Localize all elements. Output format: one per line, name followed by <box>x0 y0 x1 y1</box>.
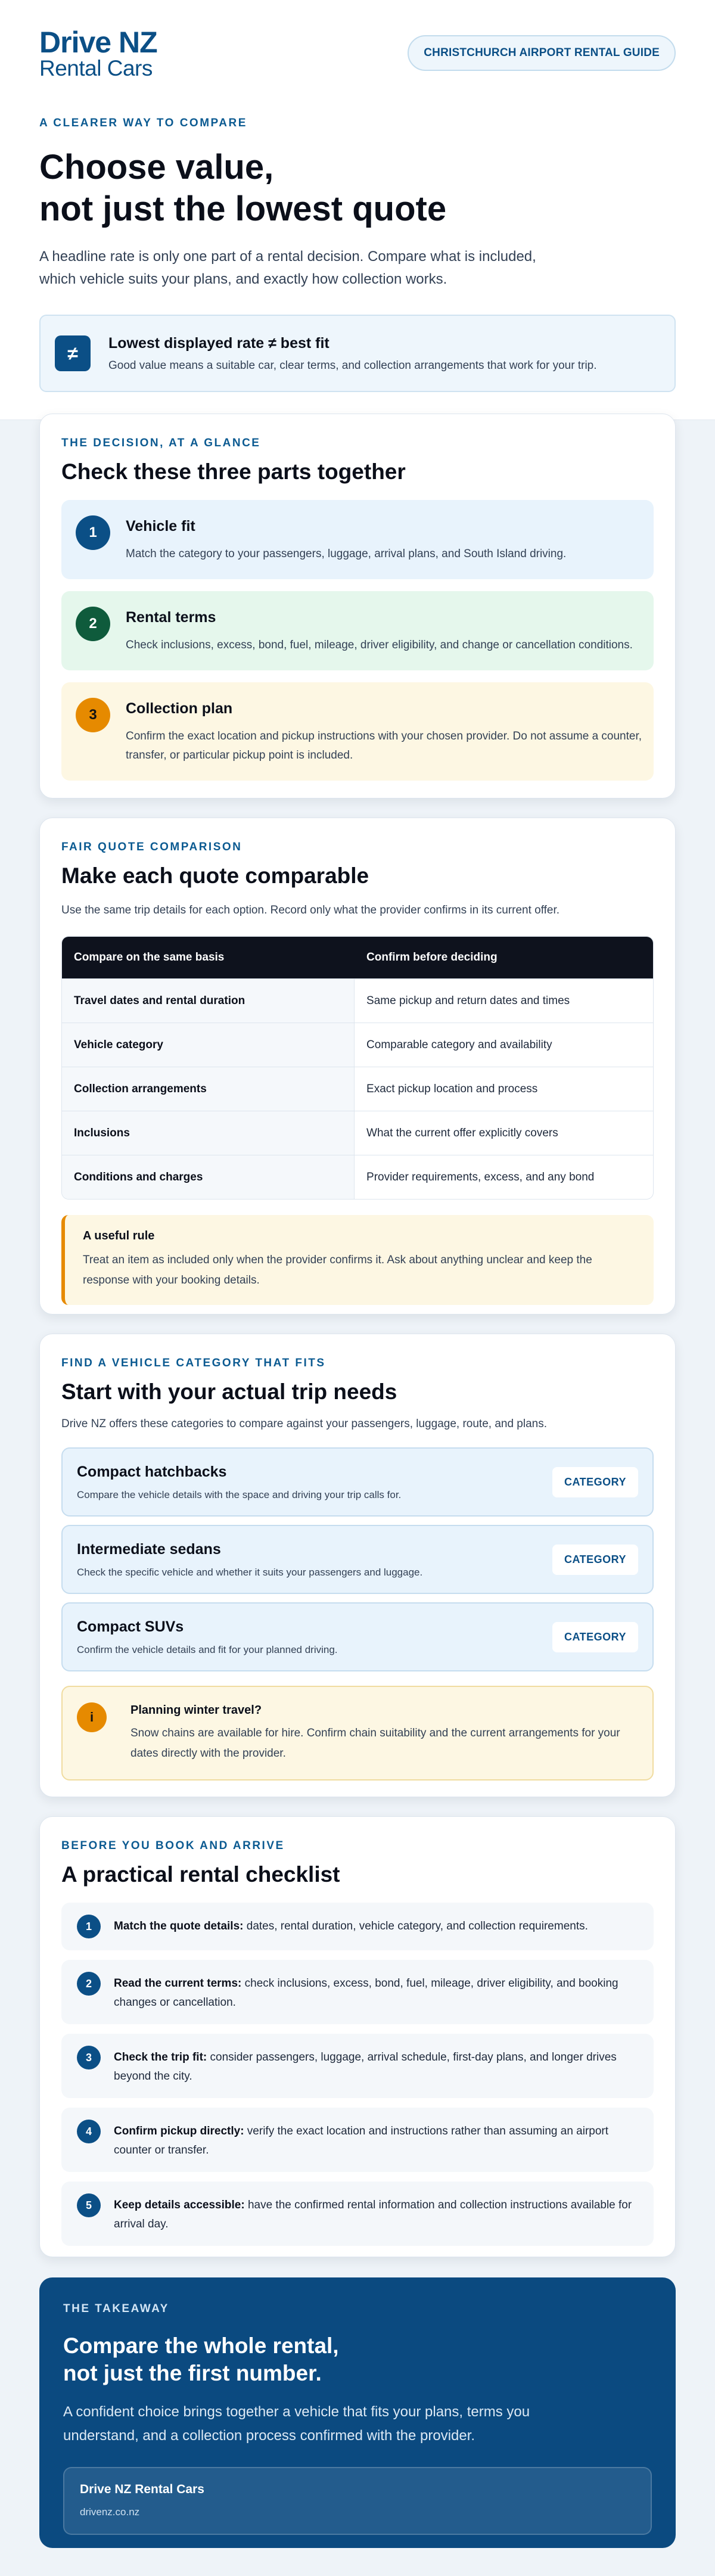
decision-title: Check these three parts together <box>61 459 406 484</box>
category-button[interactable]: CATEGORY <box>552 1622 638 1652</box>
step-number: 3 <box>76 698 110 732</box>
table-row <box>62 1067 653 1111</box>
table-cell-confirm: Same pickup and return dates and times <box>355 978 653 1023</box>
checklist-lead: Check the trip fit: <box>114 2051 207 2064</box>
checklist-lead: Read the current terms: <box>114 1977 242 1990</box>
step-collection-plan <box>61 682 654 781</box>
step-body: Match the category to your passengers, luggage, arrival plans, and South Island driving. <box>126 548 567 560</box>
category-intermediate-sedans[interactable] <box>61 1525 654 1594</box>
top-bar <box>39 24 676 82</box>
category-button[interactable]: CATEGORY <box>552 1545 638 1575</box>
hero-eyebrow: A CLEARER WAY TO COMPARE <box>39 117 247 129</box>
info-icon: i <box>77 1702 107 1732</box>
category-body: Compare the vehicle details with the space and driving your trip calls for. <box>77 1489 402 1500</box>
checklist-title: A practical rental checklist <box>61 1862 340 1887</box>
checklist-number: 1 <box>77 1915 101 1938</box>
table-cell-basis: Collection arrangements <box>62 1067 355 1111</box>
takeaway-title-line1: Compare the whole rental, <box>63 2333 339 2358</box>
step-title: Rental terms <box>126 609 216 626</box>
table-row <box>62 1111 653 1155</box>
takeaway-title-line2: not just the first number. <box>63 2361 322 2385</box>
checklist-card <box>39 1816 676 2257</box>
hero-title <box>39 147 676 230</box>
table-cell-basis: Inclusions <box>62 1111 355 1155</box>
checklist-number: 5 <box>77 2193 101 2217</box>
compare-eyebrow: FAIR QUOTE COMPARISON <box>61 841 243 853</box>
checklist-number: 3 <box>77 2046 101 2069</box>
brand-url[interactable]: drivenz.co.nz <box>80 2506 140 2518</box>
categories-title: Start with your actual trip needs <box>61 1379 397 1404</box>
decision-card <box>39 414 676 798</box>
checklist-lead: Confirm pickup directly: <box>114 2125 244 2137</box>
step-number: 2 <box>76 607 110 641</box>
checklist-number: 2 <box>77 1972 101 1996</box>
table-cell-basis: Conditions and charges <box>62 1155 355 1199</box>
step-vehicle-fit <box>61 500 654 579</box>
checklist-item <box>61 2182 654 2246</box>
table-row <box>62 978 653 1023</box>
rule-body: Treat an item as included only when the provider confirms it. Ask about anything unclear and keep the response with your booking details. <box>83 1254 592 1287</box>
guide-pill: CHRISTCHURCH AIRPORT RENTAL GUIDE <box>408 35 676 71</box>
checklist-item <box>61 1960 654 2024</box>
checklist-lead: Match the quote details: <box>114 1920 244 1932</box>
hero-copy: A headline rate is only one part of a rental decision. Compare what is included, which vehicle suits your plans, and exactly how collection works. <box>39 248 536 287</box>
hero-section <box>0 0 715 420</box>
table-cell-basis: Travel dates and rental duration <box>62 978 355 1023</box>
category-body: Check the specific vehicle and whether it suits your passengers and luggage. <box>77 1566 423 1578</box>
winter-travel-note <box>61 1686 654 1780</box>
step-number: 1 <box>76 515 110 550</box>
winter-body: Snow chains are available for hire. Confirm chain suitability and the current arrangements for your dates directly with the provider. <box>130 1727 620 1760</box>
category-title: Intermediate sedans <box>77 1540 221 1558</box>
table-cell-confirm: Provider requirements, excess, and any bond <box>355 1155 653 1199</box>
callout-body: Good value means a suitable car, clear terms, and collection arrangements that work for your trip. <box>108 359 597 372</box>
compare-sub: Use the same trip details for each option. Record only what the provider confirms in its current offer. <box>61 904 560 916</box>
category-list <box>61 1447 654 1671</box>
checklist-item <box>61 2108 654 2172</box>
category-compact-hatchbacks[interactable] <box>61 1447 654 1517</box>
categories-card <box>39 1334 676 1797</box>
table-header: Confirm before deciding <box>355 937 653 978</box>
brand-box <box>63 2467 652 2535</box>
category-title: Compact SUVs <box>77 1618 184 1635</box>
checklist-item <box>61 2034 654 2098</box>
step-body: Check inclusions, excess, bond, fuel, mileage, driver eligibility, and change or cancellation conditions. <box>126 639 633 651</box>
checklist-text: verify the exact location and instructions rather than assuming an airport counter or transfer. <box>114 2125 609 2156</box>
callout-title: Lowest displayed rate ≠ best fit <box>108 334 329 352</box>
categories-sub: Drive NZ offers these categories to compare against your passengers, luggage, route, and plans. <box>61 1418 547 1430</box>
category-button[interactable]: CATEGORY <box>552 1467 638 1497</box>
logo[interactable] <box>39 27 157 79</box>
checklist-text: have the confirmed rental information and collection instructions available for arrival day. <box>114 2199 632 2230</box>
checklist-text: check inclusions, excess, bond, fuel, mileage, driver eligibility, and booking changes or cancellation. <box>114 1977 618 2009</box>
categories-eyebrow: FIND A VEHICLE CATEGORY THAT FITS <box>61 1357 326 1369</box>
takeaway-body: A confident choice brings together a vehicle that fits your plans, terms you understand, and a collection process confirmed with the provider. <box>63 2404 530 2444</box>
category-body: Confirm the vehicle details and fit for your planned driving. <box>77 1643 338 1655</box>
step-title: Collection plan <box>126 700 233 717</box>
checklist-text: dates, rental duration, vehicle category, and collection requirements. <box>243 1920 588 1932</box>
step-title: Vehicle fit <box>126 518 195 535</box>
takeaway-title <box>63 2332 652 2387</box>
takeaway-eyebrow: THE TAKEAWAY <box>63 2302 169 2315</box>
useful-rule <box>61 1215 654 1305</box>
table-cell-confirm: What the current offer explicitly covers <box>355 1111 653 1155</box>
rule-title: A useful rule <box>83 1229 155 1242</box>
table-header-row <box>62 937 653 978</box>
checklist-item <box>61 1903 654 1950</box>
brand-name: Drive NZ Rental Cars <box>80 2482 204 2496</box>
table-row <box>62 1023 653 1067</box>
compare-table <box>61 936 654 1200</box>
hero-callout <box>39 315 676 392</box>
checklist-text: consider passengers, luggage, arrival schedule, first-day plans, and longer drives beyond the city. <box>114 2051 617 2083</box>
table-cell-confirm: Comparable category and availability <box>355 1023 653 1067</box>
checklist-lead: Keep details accessible: <box>114 2199 245 2211</box>
table-cell-confirm: Exact pickup location and process <box>355 1067 653 1111</box>
step-rental-terms <box>61 591 654 670</box>
compare-card <box>39 818 676 1315</box>
takeaway-card <box>39 2277 676 2548</box>
logo-main: Drive NZ <box>39 25 157 59</box>
table-row <box>62 1155 653 1199</box>
hero-title-line1: Choose value, <box>39 148 274 187</box>
table-header: Compare on the same basis <box>62 937 355 978</box>
logo-sub: Rental Cars <box>39 55 153 80</box>
decision-eyebrow: THE DECISION, AT A GLANCE <box>61 437 261 449</box>
winter-title: Planning winter travel? <box>130 1704 262 1717</box>
compare-title: Make each quote comparable <box>61 863 369 888</box>
hero-title-line2: not just the lowest quote <box>39 189 447 228</box>
checklist-number: 4 <box>77 2120 101 2143</box>
not-equal-icon: ≠ <box>55 335 91 371</box>
category-title: Compact hatchbacks <box>77 1463 227 1480</box>
category-compact-suvs[interactable] <box>61 1602 654 1671</box>
table-cell-basis: Vehicle category <box>62 1023 355 1067</box>
checklist-eyebrow: BEFORE YOU BOOK AND ARRIVE <box>61 1839 285 1852</box>
step-body: Confirm the exact location and pickup instructions with your chosen provider. Do not assume a counter, transfer, or particular pickup point is included. <box>126 730 642 762</box>
